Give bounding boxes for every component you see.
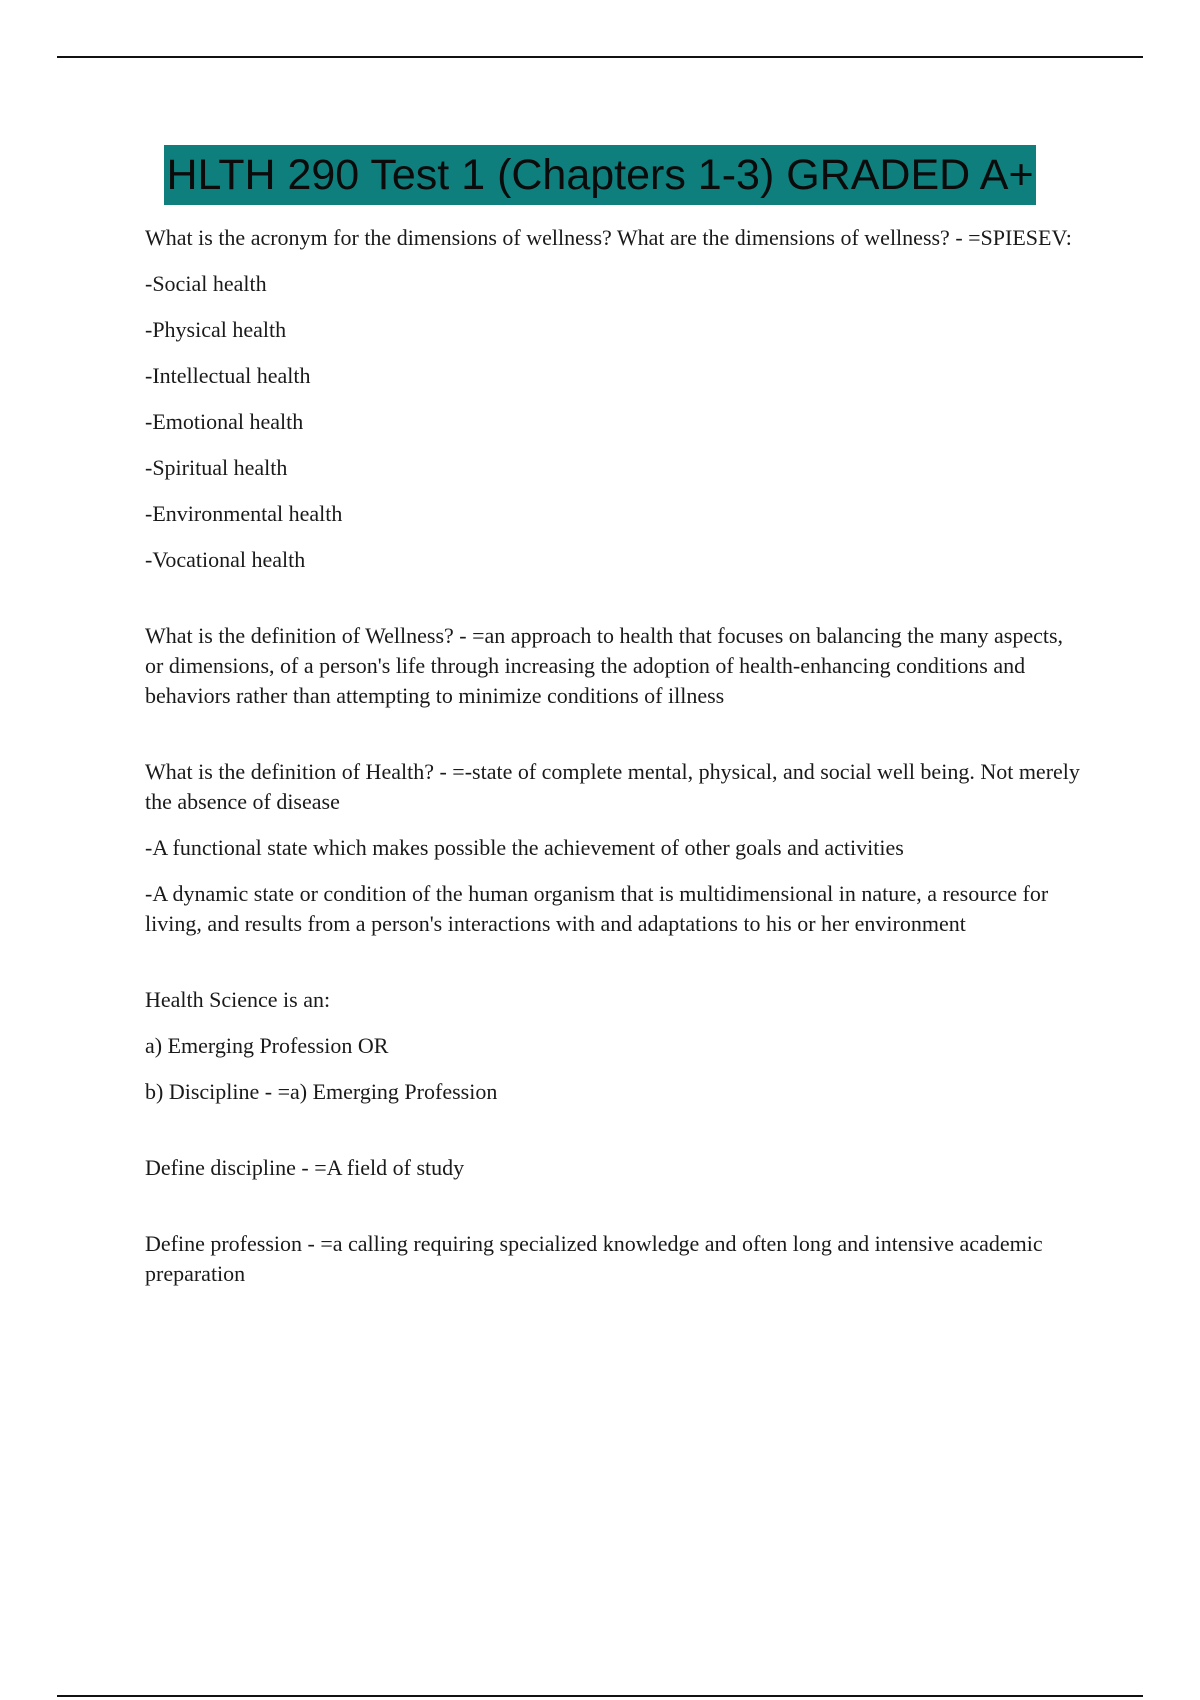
option-a-emerging-profession: a) Emerging Profession OR bbox=[145, 1033, 389, 1058]
list-item-intellectual-health: -Intellectual health bbox=[145, 363, 311, 388]
list-item-emotional-health: -Emotional health bbox=[145, 409, 304, 434]
health-functional-state: -A functional state which makes possible the achievement of other goals and activities bbox=[145, 835, 904, 860]
list-item-social-health: -Social health bbox=[145, 271, 267, 296]
health-dynamic-state: -A dynamic state or condition of the human organism that is multidimensional in nature, a resource for living, and results from a person's interactions with and adaptations to his or her environment bbox=[145, 881, 1049, 936]
question-health-definition: What is the definition of Health? - =-state of complete mental, physical, and social well being. Not merely the absence of disease bbox=[145, 759, 1080, 814]
question-wellness-definition: What is the definition of Wellness? - =an approach to health that focuses on balancing the many aspects, or dimensions, of a person's life through increasing the adoption of health-enhancing conditions and behaviors rather than attempting to minimize conditions of illness bbox=[145, 623, 1064, 708]
question-wellness-acronym: What is the acronym for the dimensions of wellness? What are the dimensions of wellness? - =SPIESEV: bbox=[145, 225, 1072, 250]
question-health-science: Health Science is an: bbox=[145, 987, 331, 1012]
option-b-discipline: b) Discipline - =a) Emerging Profession bbox=[145, 1079, 498, 1104]
question-define-discipline: Define discipline - =A field of study bbox=[145, 1155, 465, 1180]
bottom-rule bbox=[57, 1695, 1143, 1697]
document-body bbox=[145, 223, 1080, 1305]
list-item-environmental-health: -Environmental health bbox=[145, 501, 343, 526]
list-item-physical-health: -Physical health bbox=[145, 317, 287, 342]
top-rule bbox=[57, 56, 1143, 58]
question-define-profession: Define profession - =a calling requiring specialized knowledge and often long and intensive academic preparation bbox=[145, 1231, 1043, 1286]
title-bar bbox=[0, 145, 1200, 205]
document-title: HLTH 290 Test 1 (Chapters 1-3) GRADED A+ bbox=[164, 145, 1035, 205]
list-item-spiritual-health: -Spiritual health bbox=[145, 455, 288, 480]
list-item-vocational-health: -Vocational health bbox=[145, 547, 306, 572]
